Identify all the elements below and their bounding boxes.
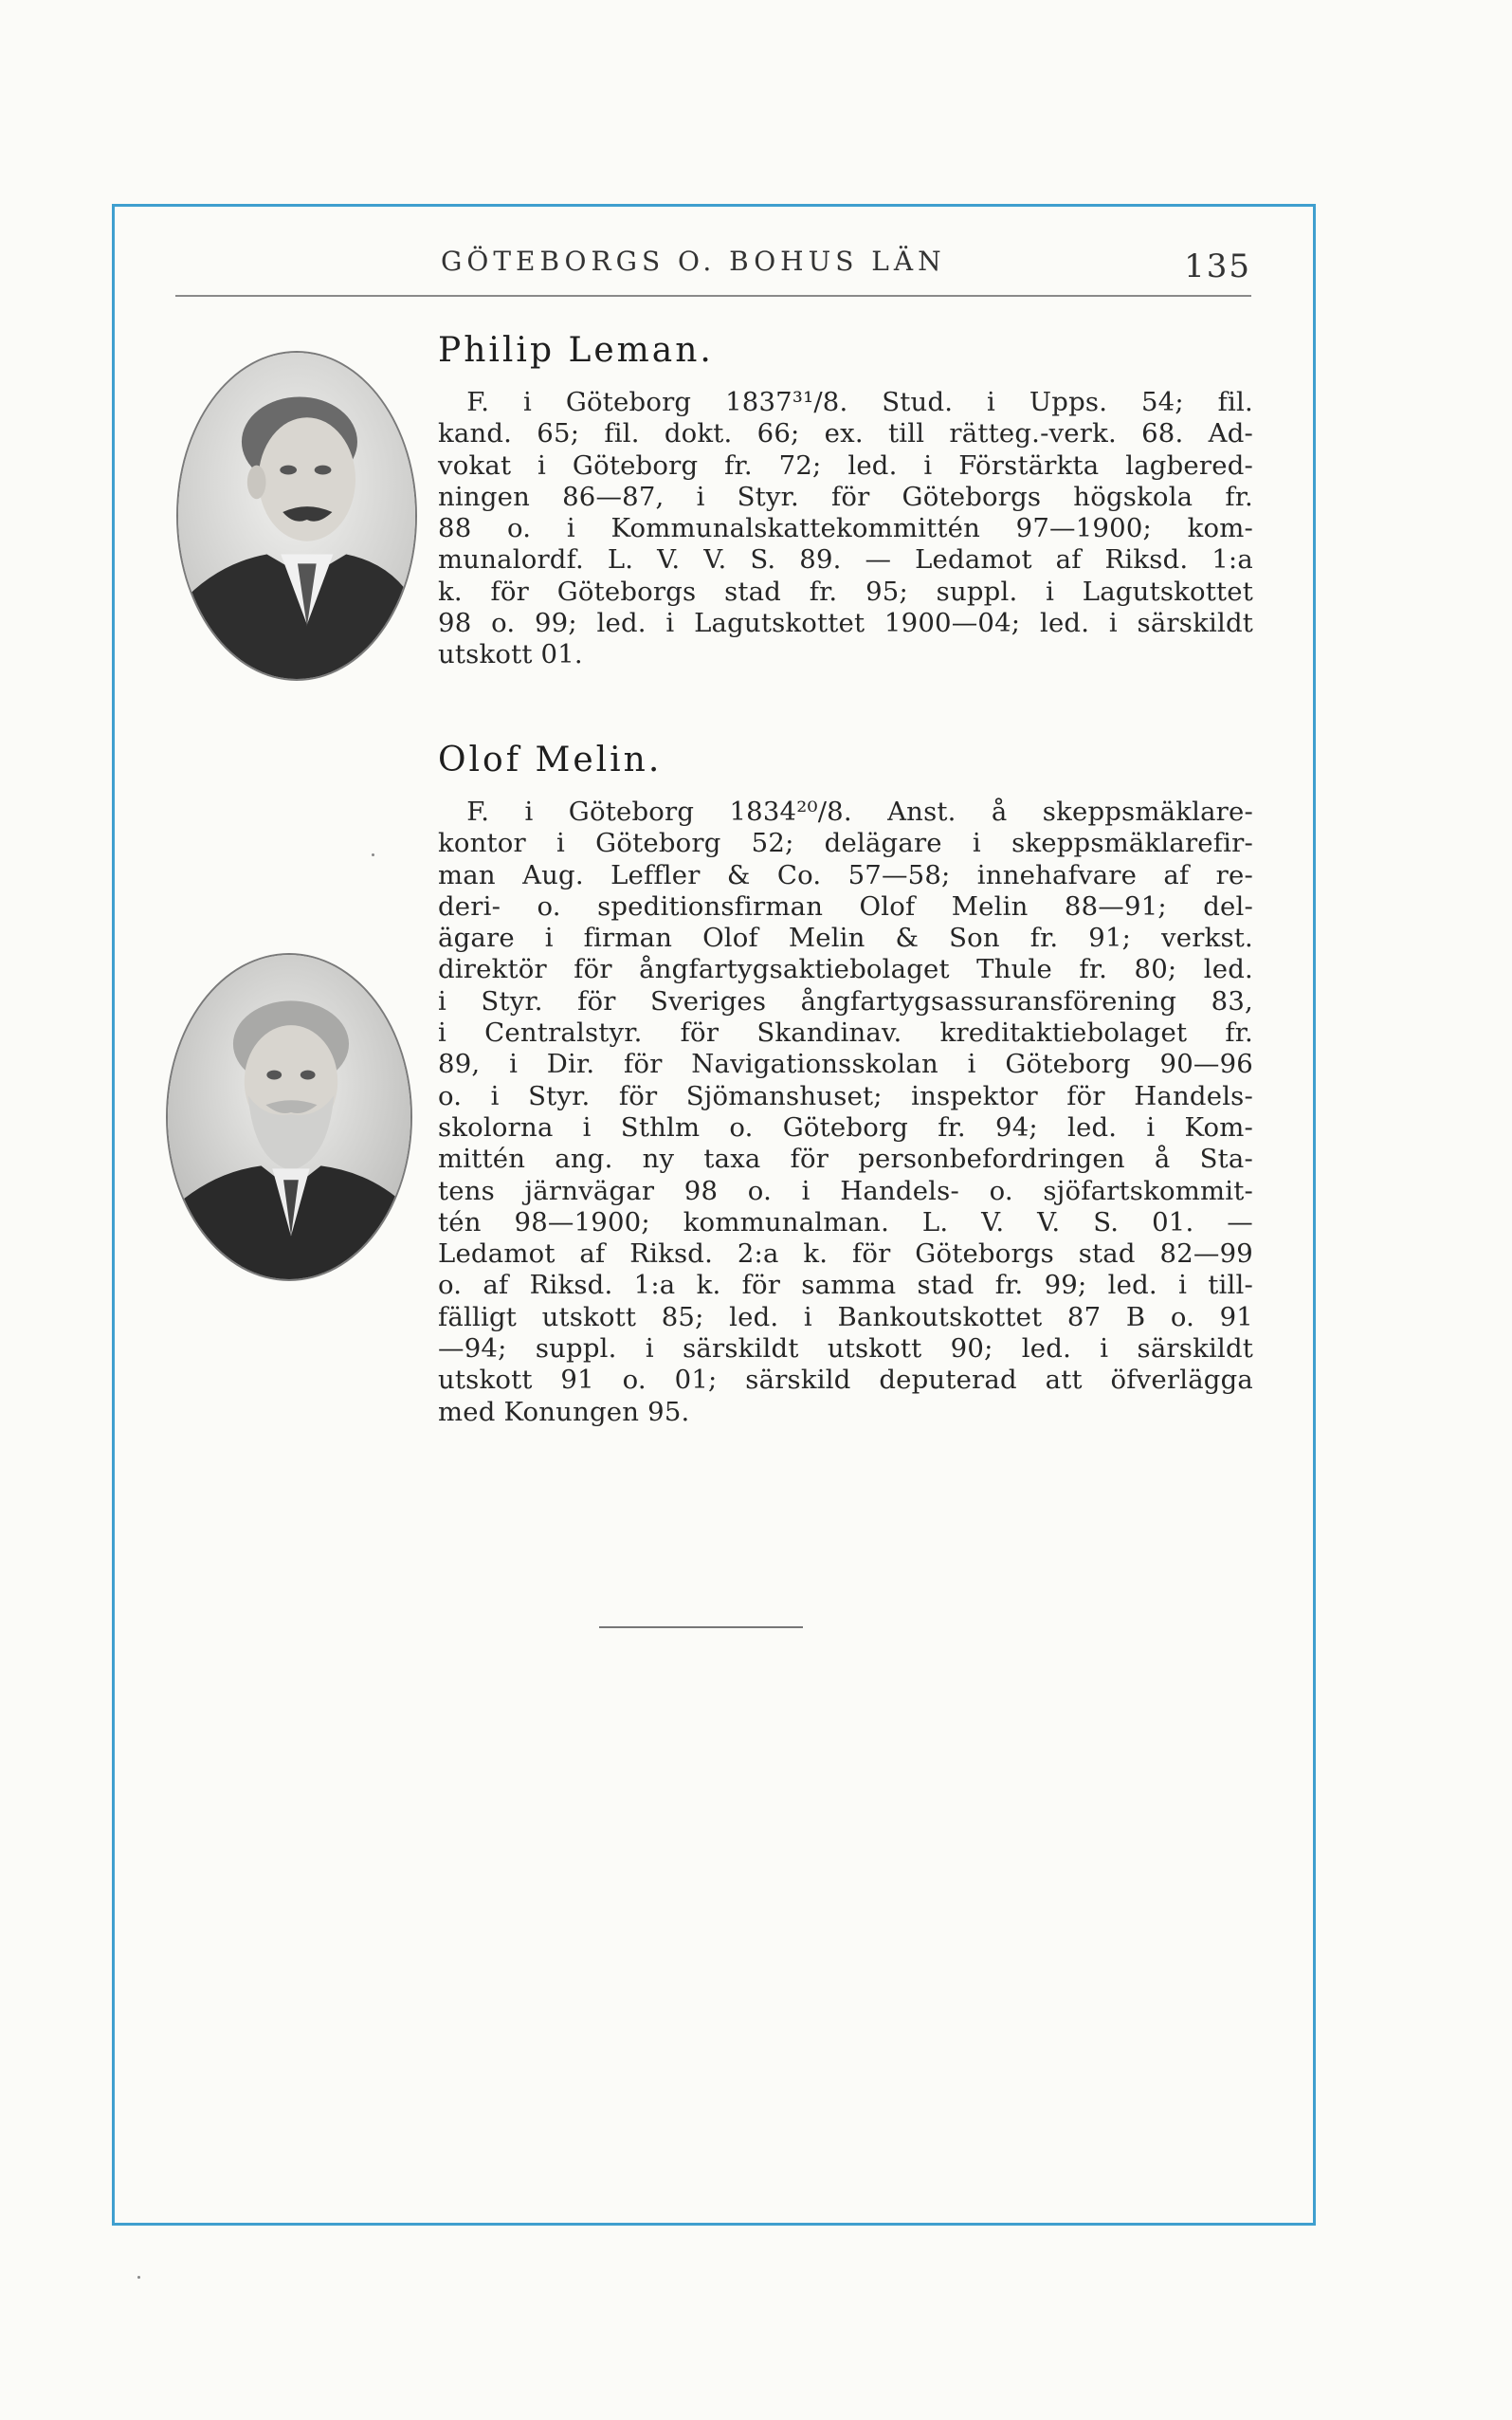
- bio-line: utskott 01.: [438, 639, 583, 670]
- bio-line: utskott 91 o. 01; särskild deputerad att öfverlägga: [438, 1365, 1253, 1396]
- bio-line: 98 o. 99; led. i Lagutskottet 1900—04; led. i särskildt: [438, 608, 1253, 639]
- bio-line: F. i Göteborg 1837³¹/8. Stud. i Upps. 54; fil.: [466, 387, 1253, 417]
- page-number: 135: [1184, 248, 1251, 285]
- paper-speck: [372, 853, 374, 856]
- bio-line: F. i Göteborg 1834²⁰/8. Anst. å skeppsmäklare-: [466, 797, 1253, 827]
- entry-name: Philip Leman.: [438, 331, 714, 370]
- entry-olof-melin: [438, 740, 1253, 1428]
- entry-biography: [438, 387, 1253, 671]
- bio-line: munalordf. L. V. V. S. 89. — Ledamot af Riksd. 1:a: [438, 544, 1253, 576]
- bio-line: ägare i firman Olof Melin & Son fr. 91; verkst.: [438, 923, 1253, 954]
- bio-line: Ledamot af Riksd. 2:a k. för Göteborgs stad 82—99: [438, 1238, 1253, 1270]
- entry-name: Olof Melin.: [438, 741, 663, 779]
- bio-line: o. i Styr. för Sjömanshuset; inspektor för Handels-: [438, 1080, 1253, 1111]
- bio-line: —94; suppl. i särskildt utskott 90; led. i särskildt: [438, 1333, 1253, 1365]
- paper-speck: [137, 2276, 140, 2279]
- bio-line: vokat i Göteborg fr. 72; led. i Förstärkta lagbered-: [438, 449, 1253, 481]
- bio-line: kand. 65; fil. dokt. 66; ex. till rätteg.-verk. 68. Ad-: [438, 418, 1253, 449]
- bio-line: 89, i Dir. för Navigationsskolan i Göteborg 90—96: [438, 1049, 1253, 1080]
- bio-line: 88 o. i Kommunalskattekommittén 97—1900; kom-: [438, 513, 1253, 544]
- entry-biography: [438, 797, 1253, 1428]
- bio-line: med Konungen 95.: [438, 1396, 690, 1427]
- bio-line: ningen 86—87, i Styr. för Göteborgs högskola fr.: [438, 481, 1253, 512]
- bio-line: tén 98—1900; kommunalman. L. V. V. S. 01. —: [438, 1206, 1253, 1238]
- bio-line: tens järnvägar 98 o. i Handels- o. sjöfartskommit-: [438, 1175, 1253, 1206]
- entry-philip-leman: [438, 330, 1253, 671]
- bio-line: mittén ang. ny taxa för personbefordringen å Sta-: [438, 1144, 1253, 1175]
- bio-line: kontor i Göteborg 52; delägare i skeppsmäklarefir-: [438, 828, 1253, 859]
- running-head: [175, 242, 1251, 297]
- bio-line: man Aug. Leffler & Co. 57—58; innehafvare af re-: [438, 859, 1253, 890]
- bio-line: deri- o. speditionsfirman Olof Melin 88—91; del-: [438, 890, 1253, 922]
- bio-line: k. för Göteborgs stad fr. 95; suppl. i Lagutskottet: [438, 576, 1253, 607]
- bio-line: direktör för ångfartygsaktiebolaget Thule fr. 80; led.: [438, 954, 1253, 985]
- bio-line: fälligt utskott 85; led. i Bankoutskottet 87 B o. 91: [438, 1301, 1253, 1332]
- portrait-olof-melin: [166, 953, 412, 1281]
- bio-line: o. af Riksd. 1:a k. för samma stad fr. 99; led. i till-: [438, 1270, 1253, 1301]
- portrait-philip-leman: [176, 351, 417, 681]
- running-head-title: GÖTEBORGS O. BOHUS LÄN: [441, 246, 946, 277]
- bio-line: i Centralstyr. för Skandinav. kreditaktiebolaget fr.: [438, 1018, 1253, 1049]
- bio-line: i Styr. för Sveriges ångfartygsassuransförening 83,: [438, 985, 1253, 1017]
- end-rule: [599, 1626, 803, 1628]
- bio-line: skolorna i Sthlm o. Göteborg fr. 94; led. i Kom-: [438, 1111, 1253, 1143]
